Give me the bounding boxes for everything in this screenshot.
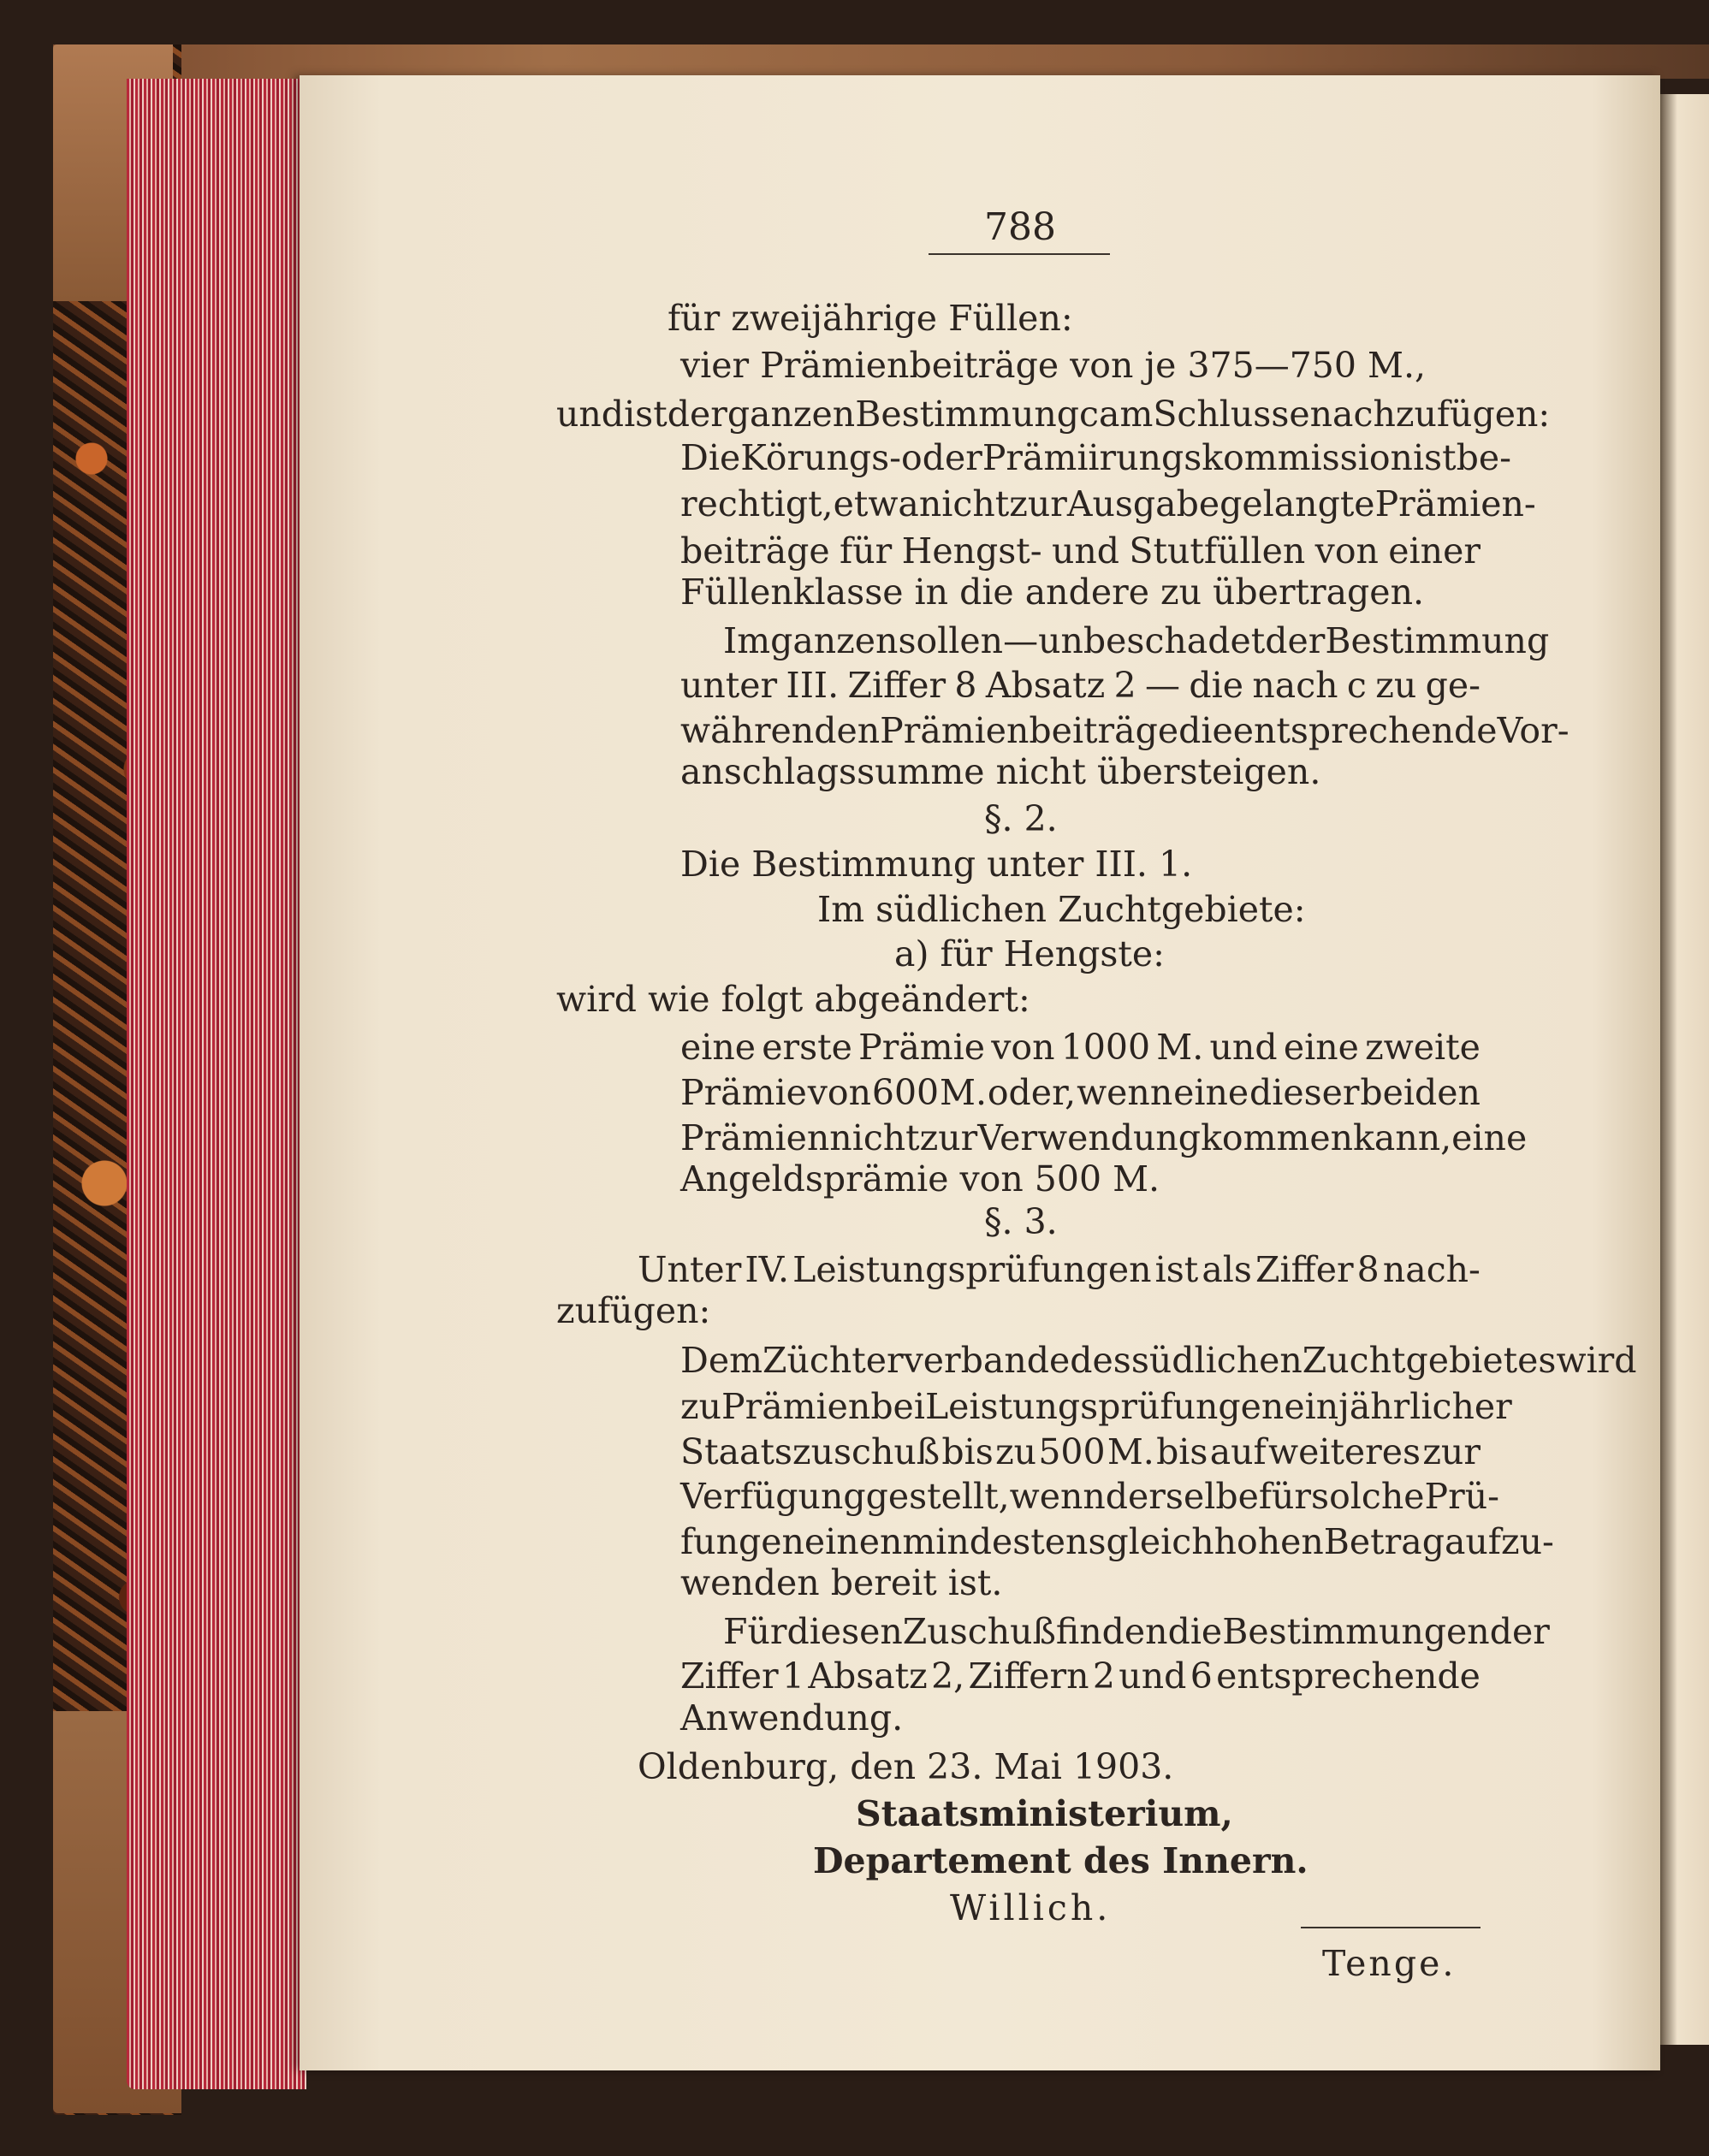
text-line — [680, 437, 1511, 478]
word: Hengst- — [901, 530, 1042, 572]
word: eine — [680, 1027, 757, 1068]
word: derselbe — [1105, 1476, 1259, 1517]
word: gleich — [1106, 1521, 1214, 1562]
word: von — [1314, 530, 1379, 572]
word: beiden — [1360, 1072, 1481, 1113]
word: 600 — [871, 1072, 940, 1113]
word: Körungs- — [740, 437, 902, 478]
word: Vor- — [1497, 710, 1570, 751]
word: etwa — [833, 483, 919, 524]
word: nicht — [918, 483, 1010, 524]
word: bei — [870, 1386, 925, 1427]
word: be- — [1456, 437, 1511, 478]
section-heading: §. 3. — [984, 1201, 1058, 1242]
word: 1 — [781, 1656, 805, 1697]
word: Die — [680, 437, 741, 478]
word: für — [840, 530, 893, 572]
word: finden — [1055, 1611, 1168, 1652]
word: ist — [1154, 1249, 1199, 1290]
word: kann, — [1353, 1117, 1452, 1158]
word: 6 — [1190, 1656, 1213, 1697]
word: der — [667, 394, 727, 435]
text-line: Füllenklasse in die andere zu übertragen. — [680, 572, 1425, 613]
text-line — [680, 1027, 1481, 1068]
word: wird — [1556, 1340, 1637, 1381]
word: Zuschuß — [902, 1611, 1056, 1652]
word: III. — [786, 665, 840, 706]
text-line: zufügen: — [556, 1290, 711, 1331]
word: einer — [1388, 530, 1481, 572]
text-line: a) für Hengste: — [894, 933, 1165, 974]
word: bis — [941, 1431, 994, 1472]
word: hohen — [1214, 1521, 1324, 1562]
word: Ausgabe — [1066, 483, 1220, 524]
word: sollen — [898, 620, 1004, 661]
text-line — [680, 710, 1570, 751]
word: Prämien — [680, 1117, 830, 1158]
text-line — [680, 530, 1481, 572]
text-line — [723, 620, 1550, 661]
word: diesen — [786, 1611, 903, 1652]
word: Bestimmung — [1325, 620, 1550, 661]
red-page-edges — [127, 79, 306, 2089]
word: 500 — [1038, 1431, 1106, 1472]
word: von — [991, 1027, 1055, 1068]
word: zu — [680, 1386, 722, 1427]
word: erste — [762, 1027, 852, 1068]
signature-ministry: Staatsministerium, — [856, 1793, 1233, 1834]
word: Ziffer — [1255, 1249, 1354, 1290]
word: Leistungsprüfungen — [924, 1386, 1285, 1427]
header-rule — [929, 253, 1110, 255]
facing-page-edge — [1660, 94, 1709, 2045]
word: c — [1079, 394, 1099, 435]
text-line: Angeldsprämie von 500 M. — [680, 1158, 1160, 1199]
word: und — [1119, 1656, 1187, 1697]
word: solche — [1311, 1476, 1425, 1517]
word: eine — [1451, 1117, 1528, 1158]
word: bis — [1156, 1431, 1208, 1472]
word: oder — [901, 437, 982, 478]
word: oder, — [987, 1072, 1077, 1113]
text-line — [680, 1117, 1528, 1158]
word: Prämienbeiträge — [880, 710, 1179, 751]
word: wenn — [1077, 1072, 1173, 1113]
word: Bestimmungen — [1222, 1611, 1490, 1652]
word: Absatz — [985, 665, 1106, 706]
word: einen — [804, 1521, 903, 1562]
text-line: wird wie folgt abgeändert: — [556, 979, 1030, 1020]
word: fungen — [680, 1521, 804, 1562]
word: ist — [624, 394, 668, 435]
word: Im — [723, 620, 771, 661]
text-line — [680, 1431, 1481, 1472]
word: und — [1051, 530, 1120, 572]
word: M. — [1156, 1027, 1204, 1068]
word: mindestens — [902, 1521, 1107, 1562]
book-top-edge — [53, 44, 1709, 79]
word: nachzufügen: — [1309, 394, 1551, 435]
word: Prämiirungskommission — [982, 437, 1413, 478]
word: nach- — [1382, 1249, 1481, 1290]
text-line — [680, 1340, 1637, 1381]
word: M. — [940, 1072, 988, 1113]
word: Schlusse — [1153, 394, 1310, 435]
word: ge- — [1425, 665, 1481, 706]
word: zur — [1009, 483, 1067, 524]
word: weiteres — [1267, 1431, 1421, 1472]
word: für — [1258, 1476, 1312, 1517]
word: am — [1099, 394, 1154, 435]
word: Prämie — [680, 1072, 807, 1113]
place-date: Oldenburg, den 23. Mai 1903. — [638, 1746, 1174, 1787]
word: c — [1346, 665, 1367, 706]
word: rechtigt, — [680, 483, 834, 524]
word: 2 — [1113, 665, 1136, 706]
signature-secretary: Tenge. — [1322, 1943, 1457, 1984]
word: zur — [1422, 1431, 1481, 1472]
text-line — [556, 394, 1551, 435]
word: Zuchtgebietes — [1302, 1340, 1557, 1381]
page-number: 788 — [984, 205, 1056, 249]
word: Staatszuschuß — [680, 1431, 941, 1472]
word: gelangte — [1219, 483, 1375, 524]
word: der — [1265, 620, 1326, 661]
text-line: vier Prämienbeiträge von je 375—750 M., — [680, 345, 1427, 386]
word: ein — [1284, 1386, 1339, 1427]
word: und — [556, 394, 625, 435]
signature-rule — [1301, 1927, 1481, 1928]
word: Prü- — [1424, 1476, 1499, 1517]
word: wenn — [1009, 1476, 1106, 1517]
word: die — [1178, 710, 1233, 751]
word: dieser — [1249, 1072, 1360, 1113]
text-line — [638, 1249, 1481, 1290]
word: auf — [1209, 1431, 1267, 1472]
text-line — [680, 1521, 1554, 1562]
word: währenden — [680, 710, 881, 751]
word: Unter — [638, 1249, 742, 1290]
word: und — [1209, 1027, 1278, 1068]
word: die — [1167, 1611, 1223, 1652]
word: 2 — [1092, 1656, 1115, 1697]
text-line — [680, 1476, 1499, 1517]
word: unter — [680, 665, 778, 706]
word: — — [1003, 620, 1039, 661]
word: aufzu- — [1444, 1521, 1554, 1562]
text-line: anschlagssumme nicht übersteigen. — [680, 751, 1321, 792]
word: südlichen — [1130, 1340, 1303, 1381]
word: Prämien — [721, 1386, 871, 1427]
word: M. — [1107, 1431, 1154, 1472]
word: zweite — [1365, 1027, 1481, 1068]
word: Ziffer — [847, 665, 946, 706]
text-line: wenden bereit ist. — [680, 1562, 1003, 1603]
text-line: Im südlichen Zuchtgebiete: — [817, 889, 1306, 930]
word: kommen — [1201, 1117, 1354, 1158]
word: ganzen — [770, 620, 899, 661]
signature-name: Willich. — [950, 1887, 1112, 1928]
text-line: für zweijährige Füllen: — [668, 298, 1073, 339]
word: eine — [1173, 1072, 1249, 1113]
word: — — [1145, 665, 1181, 706]
word: Bestimmung — [855, 394, 1080, 435]
word: des — [1070, 1340, 1131, 1381]
word: Prämie — [858, 1027, 986, 1068]
word: die — [1189, 665, 1244, 706]
word: entsprechende — [1232, 710, 1498, 751]
word: 1000 — [1060, 1027, 1151, 1068]
word: 8 — [954, 665, 977, 706]
text-line — [680, 1656, 1481, 1697]
word: zur — [919, 1117, 978, 1158]
word: Verfügung — [680, 1476, 866, 1517]
text-line — [680, 483, 1536, 524]
text-line: Anwendung. — [680, 1697, 904, 1738]
word: von — [807, 1072, 872, 1113]
word: Leistungsprüfungen — [792, 1249, 1152, 1290]
signature-department: Departement des Innern. — [813, 1840, 1308, 1881]
word: jährlicher — [1338, 1386, 1512, 1427]
word: Absatz — [808, 1656, 928, 1697]
word: Betrag — [1323, 1521, 1445, 1562]
word: IV. — [745, 1249, 790, 1290]
word: Züchterverbande — [763, 1340, 1071, 1381]
word: als — [1202, 1249, 1252, 1290]
word: 8 — [1356, 1249, 1380, 1290]
word: nicht — [829, 1117, 920, 1158]
word: Ziffern — [968, 1656, 1089, 1697]
text-line — [680, 665, 1481, 706]
word: zu — [995, 1431, 1037, 1472]
word: gestellt, — [865, 1476, 1010, 1517]
word: entsprechende — [1216, 1656, 1481, 1697]
text-line — [680, 1072, 1481, 1113]
word: ganzen — [727, 394, 856, 435]
word: unbeschadet — [1038, 620, 1266, 661]
word: Für — [723, 1611, 787, 1652]
word: Ziffer — [680, 1656, 779, 1697]
word: Dem — [680, 1340, 763, 1381]
text-line — [723, 1611, 1550, 1652]
word: 2, — [931, 1656, 965, 1697]
section-heading: §. 2. — [984, 798, 1058, 839]
word: beiträge — [680, 530, 830, 572]
word: Prämien- — [1374, 483, 1536, 524]
word: Stutfüllen — [1129, 530, 1306, 572]
word: ist — [1412, 437, 1457, 478]
text-line: Die Bestimmung unter III. 1. — [680, 844, 1193, 885]
word: der — [1489, 1611, 1550, 1652]
word: zu — [1375, 665, 1417, 706]
word: Verwendung — [977, 1117, 1202, 1158]
word: nach — [1252, 665, 1338, 706]
text-line — [680, 1386, 1512, 1427]
word: eine — [1283, 1027, 1359, 1068]
